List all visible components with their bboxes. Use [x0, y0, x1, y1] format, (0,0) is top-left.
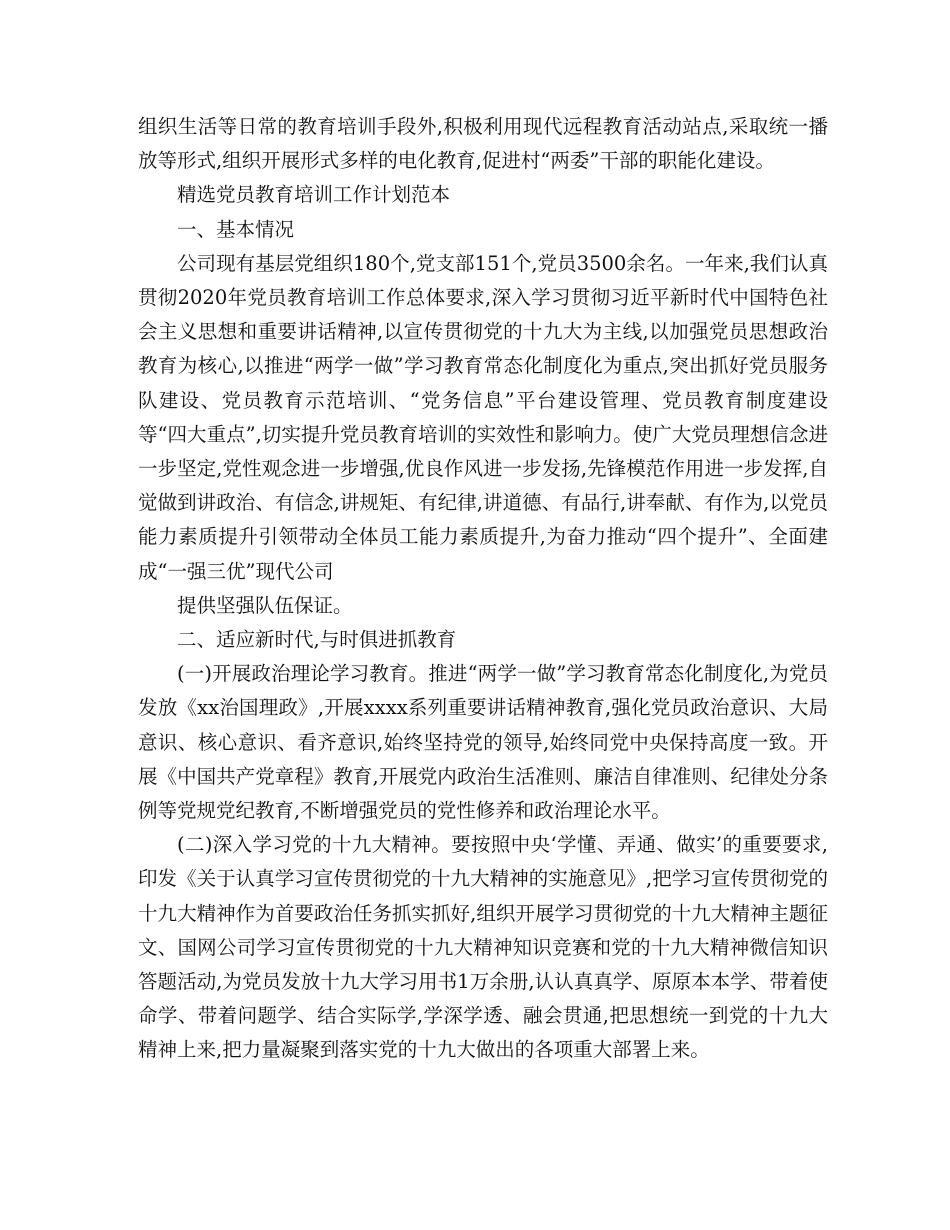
paragraph-basic-situation: 公司现有基层党组织180个,党支部151个,党员3500余名。一年来,我们认真贯彻2020年党员教育培训工作总体要求,深入学习贯彻习近平新时代中国特色社会主义思想和重要讲话精神,以宣传贯彻党的十九大为主线,以加强党员思想政治教育为核心,以推进“两学一做”学习教育常态化制度化为重点,突出抓好党员服务队建设、党员教育示范培训、“党务信息”平台建设管理、党员教育制度建设等“四大重点”,切实提升党员教育培训的实效性和影响力。使广大党员理想信念进一步坚定,党性观念进一步增强,优良作风进一步发扬,先锋模范作用进一步发挥,自觉做到讲政治、有信念,讲规矩、有纪律,讲道德、有品行,讲奉献、有作为,以党员能力素质提升引领带动全体员工能力素质提升,为奋力推动“四个提升”、全面建成“一强三优”现代公司 — [138, 251, 828, 583]
paragraph-nineteenth-congress: (二)深入学习党的十九大精神。要按照中央‘学懂、弄通、做实’的重要要求,印发《关于认真学习宣传贯彻党的十九大精神的实施意见》,把学习宣传贯彻党的十九大精神作为首要政治任务抓实抓好,组织开展学习贯彻党的十九大精神主题征文、国网公司学习宣传贯彻党的十九大精神知识竞赛和党的十九大精神微信知识答题活动,为党员发放十九大学习用书1万余册,认认真真学、原原本本学、带着使命学、带着问题学、结合实际学,学深学透、融会贯通,把思想统一到党的十九大精神上来,把力量凝聚到落实党的十九大做出的各项重大部署上来。 — [138, 833, 828, 1062]
paragraph-continuation: 组织生活等日常的教育培训手段外,积极利用现代远程教育活动站点,采取统一播放等形式,组织开展形式多样的电化教育,促进村“两委”干部的职能化建设。 — [138, 115, 828, 173]
heading-new-era: 二、适应新时代,与时俱进抓教育 — [177, 628, 457, 652]
section-title: 精选党员教育培训工作计划范本 — [177, 183, 451, 207]
paragraph-guarantee: 提供坚强队伍保证。 — [177, 593, 353, 617]
document-body — [138, 110, 828, 1068]
heading-basic-situation: 一、基本情况 — [177, 217, 295, 241]
paragraph-political-theory: (一)开展政治理论学习教育。推进“两学一做”学习教育常态化制度化,为党员发放《xx治国理政》,开展xxxx系列重要讲话精神教育,强化党员政治意识、大局意识、核心意识、看齐意识,始终坚持党的领导,始终同党中央保持高度一致。开展《中国共产党章程》教育,开展党内政治生活准则、廉洁自律准则、纪律处分条例等党规党纪教育,不断增强党员的党性修养和政治理论水平。 — [138, 662, 828, 823]
